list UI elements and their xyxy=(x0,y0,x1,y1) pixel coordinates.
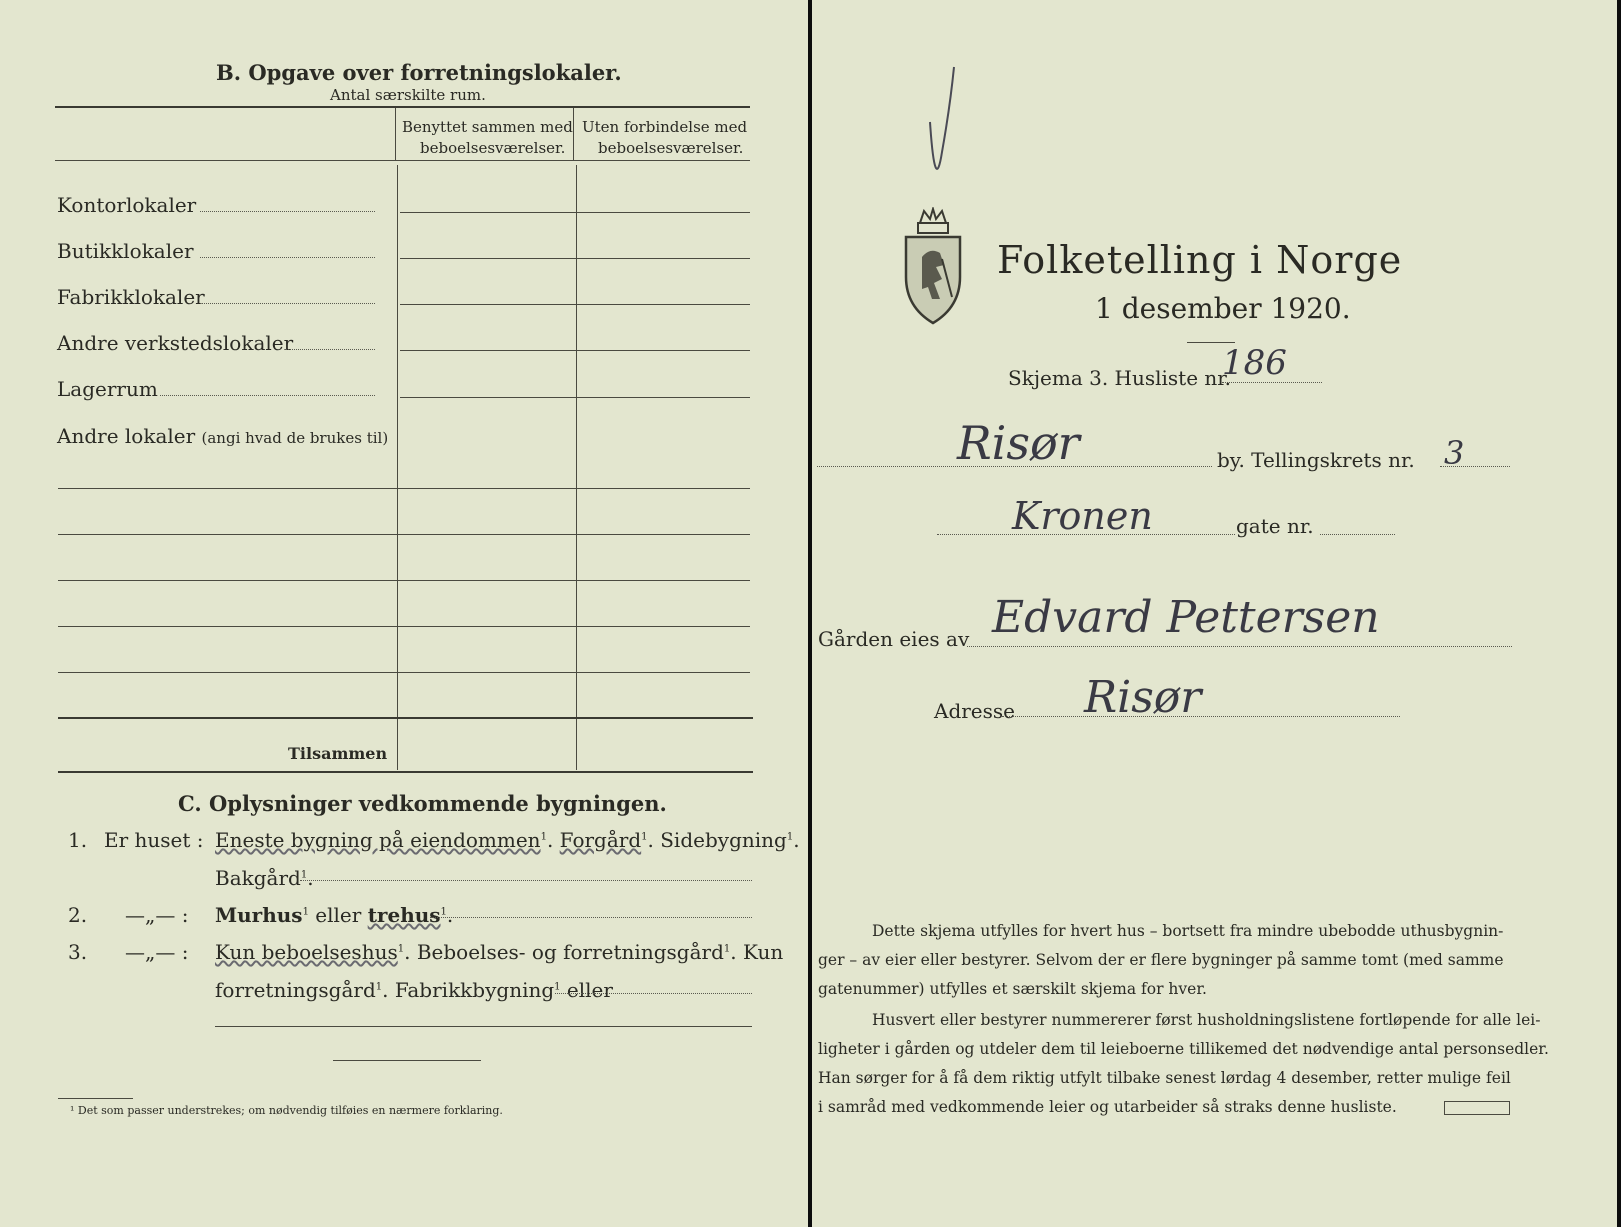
table-header-rule xyxy=(55,160,750,161)
printer-stamp-icon xyxy=(1444,1101,1510,1115)
q3-number: 3. xyxy=(68,940,88,964)
q3-extra-line xyxy=(215,1026,752,1027)
body-divider-1 xyxy=(397,165,398,770)
row-andre-verkstedslokaler: Andre verkstedslokaler xyxy=(57,331,294,355)
q2-options: Murhus$^1$ eller trehus$^1$. xyxy=(215,903,454,927)
q1-options: Eneste bygning på eiendommen$^1$. Forgård$^1$. Sidebygning$^1$. xyxy=(215,828,800,852)
option-fabrikkbygning: Fabrikkbygning xyxy=(394,978,555,1002)
q1-number: 1. xyxy=(68,828,88,852)
q2-eller: eller xyxy=(315,903,362,927)
option-forretningsgard: forretningsgård xyxy=(215,978,376,1002)
row-rule xyxy=(400,350,750,351)
instruction-line-2: ger – av eier eller bestyrer. Selvom der er flere bygninger på samme tomt (med samme xyxy=(818,951,1504,969)
schema-label: Skjema 3. Husliste nr. xyxy=(1008,366,1232,390)
row-lagerrum: Lagerrum xyxy=(57,377,158,401)
end-rule xyxy=(333,1060,481,1061)
q3-options-line2: forretningsgård$^1$. Fabrikkbygning$^1$ eller xyxy=(215,978,613,1002)
andre-lokaler-note: (angi hvad de brukes til) xyxy=(201,429,389,447)
total-label: Tilsammen xyxy=(288,744,388,763)
gate-fill-line xyxy=(1320,534,1395,535)
option-bakgard: Bakgård xyxy=(215,866,301,890)
street-fill-line xyxy=(937,534,1235,535)
q1-fill-line xyxy=(300,880,752,881)
krets-fill-line xyxy=(1440,466,1510,467)
leader-dots xyxy=(200,303,375,304)
q1-options-line2: Bakgård$^1$. xyxy=(215,866,314,890)
row-rule xyxy=(58,626,750,627)
table-top-rule xyxy=(55,106,750,108)
gate-label: gate nr. xyxy=(1236,514,1314,538)
col2-header-line1: Uten forbindelse med xyxy=(582,118,748,136)
street-name: Kronen xyxy=(1012,494,1153,538)
option-trehus: trehus xyxy=(367,903,441,927)
row-butikklokaler: Butikklokaler xyxy=(57,239,194,263)
option-kun-beboelseshus: Kun beboelseshus xyxy=(215,940,398,964)
section-b-title: B. Opgave over forretningslokaler. xyxy=(216,60,622,85)
right-page xyxy=(812,0,1617,1227)
row-rule xyxy=(400,304,750,305)
address-value: Risør xyxy=(1084,672,1202,723)
instruction-line-6: Han sørger for å få dem riktig utfylt tilbake senest lørdag 4 desember, retter mulige feil xyxy=(818,1069,1511,1087)
option-sidebygning: Sidebygning xyxy=(660,828,787,852)
header-divider-2 xyxy=(573,108,574,160)
option-beboelses-og-forretningsgard: Beboelses- og forretningsgård xyxy=(416,940,724,964)
husliste-mark xyxy=(1187,342,1235,343)
q2-number: 2. xyxy=(68,903,88,927)
col1-header-line2: beboelsesværelser. xyxy=(420,139,566,157)
krets-number: 3 xyxy=(1444,434,1465,472)
norway-coat-of-arms-icon xyxy=(900,207,966,325)
leader-dots xyxy=(160,395,375,396)
row-rule xyxy=(58,534,750,535)
owner-label: Gården eies av xyxy=(818,627,970,651)
col2-header-line2: beboelsesværelser. xyxy=(598,139,744,157)
city-name: Risør xyxy=(957,416,1080,470)
instruction-line-7: i samråd med vedkommende leier og utarbeider så straks denne husliste. xyxy=(818,1098,1397,1116)
husliste-number: 186 xyxy=(1222,343,1287,383)
row-rule xyxy=(400,397,750,398)
total-top-rule xyxy=(58,717,753,719)
left-page xyxy=(0,0,808,1227)
q2-label: —„— : xyxy=(125,903,189,927)
row-rule xyxy=(58,488,750,489)
instruction-line-1: Dette skjema utfylles for hvert hus – bortsett fra mindre ubebodde uthusbygnin- xyxy=(872,922,1504,940)
instruction-line-5: ligheter i gården og utdeler dem til leieboerne tillikemed det nødvendige antal personsedler. xyxy=(818,1040,1549,1058)
form-title: Folketelling i Norge xyxy=(997,238,1403,282)
col1-header-line1: Benyttet sammen med xyxy=(402,118,573,136)
leader-dots xyxy=(285,349,375,350)
header-divider-1 xyxy=(395,108,396,160)
section-b-subtitle: Antal særskilte rum. xyxy=(330,86,486,104)
instruction-line-4: Husvert eller bestyrer nummererer først husholdningslistene fortløpende for alle lei- xyxy=(872,1011,1541,1029)
address-fill-line xyxy=(1002,716,1400,717)
leader-dots xyxy=(200,257,375,258)
row-rule xyxy=(400,258,750,259)
option-eneste-bygning: Eneste bygning på eiendommen xyxy=(215,828,541,852)
owner-name: Edvard Pettersen xyxy=(992,592,1380,643)
footnote: ¹ Det som passer understrekes; om nødvendig tilføies en nærmere forklaring. xyxy=(70,1104,503,1117)
husliste-fill-line xyxy=(1222,382,1322,383)
q2-fill-line xyxy=(430,917,752,918)
q1-label: Er huset : xyxy=(104,828,204,852)
option-murhus: Murhus xyxy=(215,903,303,927)
city-fill-line xyxy=(817,466,1212,467)
address-label: Adresse xyxy=(934,699,1016,723)
body-divider-2 xyxy=(576,165,577,770)
instruction-line-3: gatenummer) utfylles et særskilt skjema for hver. xyxy=(818,980,1207,998)
q3-label: —„— : xyxy=(125,940,189,964)
section-c-title: C. Oplysninger vedkommende bygningen. xyxy=(178,791,667,816)
option-kun: Kun xyxy=(742,940,784,964)
by-label: by. Tellingskrets nr. xyxy=(1217,448,1415,472)
total-bottom-rule xyxy=(58,771,753,773)
option-forgard: Forgård xyxy=(559,828,642,852)
q3-options: Kun beboelseshus$^1$. Beboelses- og forretningsgård$^1$. Kun xyxy=(215,940,784,964)
census-date: 1 desember 1920. xyxy=(1095,292,1351,325)
andre-lokaler-label: Andre lokaler xyxy=(57,424,196,448)
row-fabrikklokaler: Fabrikklokaler xyxy=(57,285,205,309)
q3-eller: eller xyxy=(566,978,613,1002)
leader-dots xyxy=(200,211,375,212)
row-rule xyxy=(58,580,750,581)
owner-fill-line xyxy=(967,646,1512,647)
q3-fill-line xyxy=(555,993,752,994)
row-rule xyxy=(58,672,750,673)
footnote-rule xyxy=(58,1098,133,1099)
row-kontorlokaler: Kontorlokaler xyxy=(57,193,197,217)
row-rule xyxy=(400,212,750,213)
row-andre-lokaler xyxy=(57,424,388,448)
